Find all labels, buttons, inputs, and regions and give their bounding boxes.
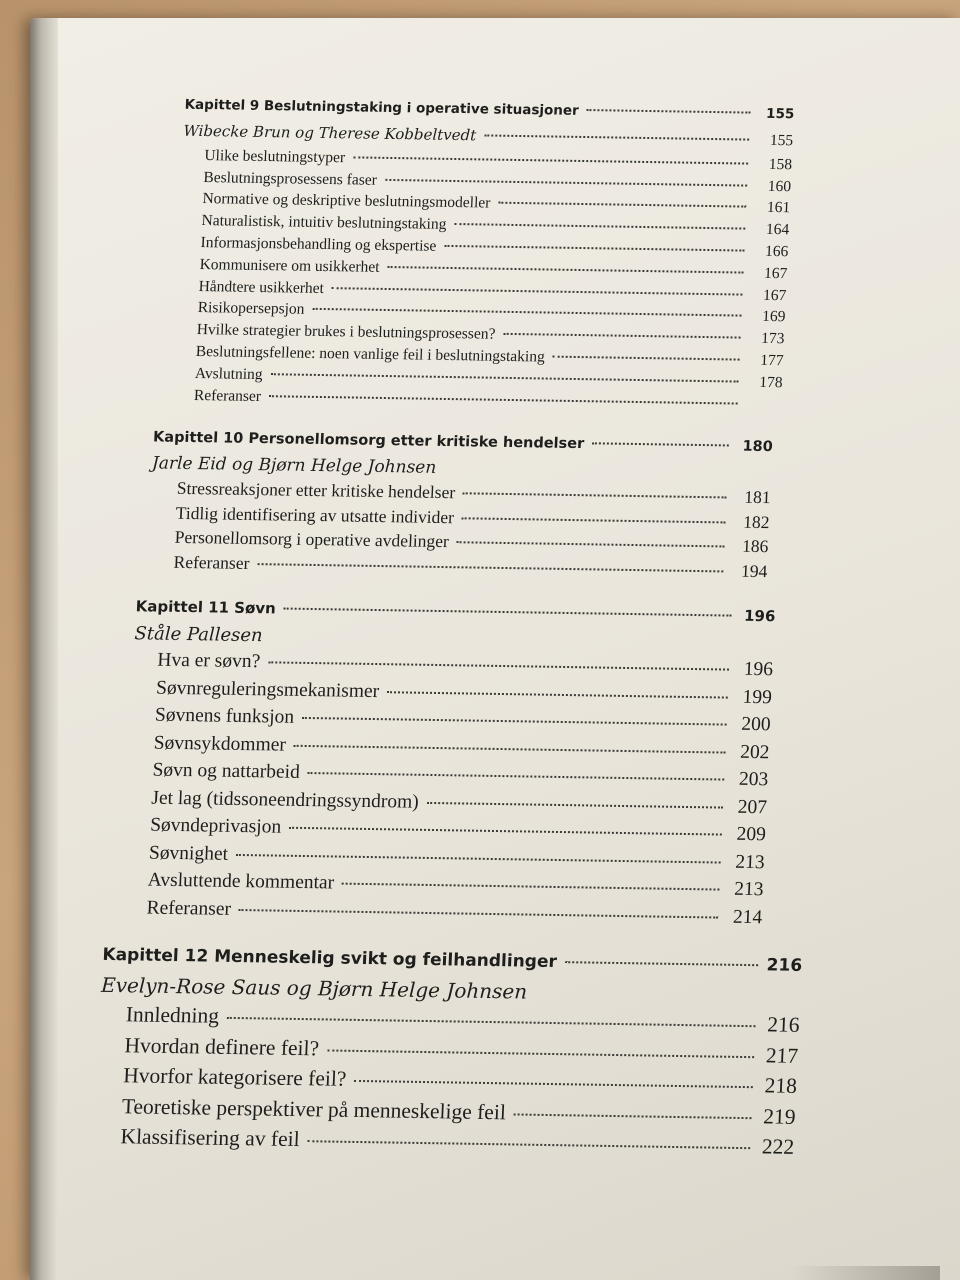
- entry-title: Normative og deskriptive beslutningsmodeller: [202, 190, 491, 212]
- entry-title: Hvilke strategier brukes i beslutningsprosessen?: [196, 321, 496, 343]
- dot-leader: [587, 108, 751, 114]
- chapter-9: [171, 97, 794, 416]
- entry-title: Informasjonsbehandling og ekspertise: [200, 234, 437, 255]
- entry-page: 155: [769, 131, 794, 150]
- dot-leader: [592, 442, 729, 447]
- entry-title: Søvnens funksjon: [154, 704, 295, 729]
- entry-page: 161: [766, 199, 791, 217]
- dot-leader: [387, 265, 743, 274]
- entry-page: 182: [742, 511, 770, 532]
- dot-leader: [444, 244, 744, 252]
- chapter-heading: [153, 430, 773, 456]
- entry-title: Naturalistisk, intuitiv beslutningstaking: [201, 212, 447, 234]
- dot-leader: [427, 801, 723, 809]
- entry-title: Stressreaksjoner etter kritiske hendelser: [176, 478, 456, 503]
- entry-title: Hvorfor kategorisere feil?: [122, 1063, 347, 1092]
- entry-page: 167: [763, 264, 788, 283]
- entry-page: 218: [764, 1073, 798, 1099]
- chapter-title: Kapittel 10 Personellomsorg etter kritiske hendelser: [152, 429, 585, 453]
- entry-page: 167: [762, 286, 787, 304]
- dot-leader: [307, 1140, 750, 1150]
- entry-page: 216: [766, 1012, 801, 1038]
- entry-title: Referanser: [146, 897, 232, 920]
- dot-leader: [284, 607, 732, 617]
- entry-title: Jet lag (tidssoneendringssyndrom): [150, 787, 420, 813]
- entry-page: 164: [765, 221, 790, 239]
- chapter-title: Kapittel 9 Beslutningstaking i operative situasjoner: [184, 96, 580, 119]
- entry-page: 178: [758, 373, 783, 392]
- dot-leader: [354, 1079, 753, 1088]
- entry-page: 202: [739, 741, 770, 764]
- dot-leader: [503, 332, 740, 339]
- entry-page: 222: [761, 1134, 795, 1160]
- chapter-authors: Ståle Pallesen: [134, 623, 264, 647]
- dot-leader: [257, 562, 723, 572]
- entry-page: 200: [740, 714, 772, 736]
- chapter-authors: Evelyn-Rose Saus og Bjørn Helge Johnsen: [100, 973, 528, 1004]
- chapter-12: [94, 945, 803, 1162]
- entry-page: 186: [741, 536, 769, 557]
- entry-page: 219: [762, 1104, 797, 1129]
- dot-leader: [484, 133, 749, 140]
- dot-leader: [271, 372, 739, 382]
- entry-page: 194: [740, 560, 768, 581]
- dot-leader: [312, 307, 741, 317]
- entry-page: 199: [742, 686, 773, 709]
- chapter-page: 180: [742, 439, 774, 456]
- entry-title: Søvndeprivasjon: [149, 814, 282, 838]
- chapter-authors: Jarle Eid og Bjørn Helge Johnsen: [151, 453, 437, 479]
- entry-title: Klassifisering av feil: [120, 1124, 301, 1152]
- entry-title: Ulike beslutningstyper: [204, 146, 346, 167]
- chapter-title: Kapittel 11 Søvn: [135, 597, 277, 618]
- entry-title: Søvnighet: [148, 842, 229, 865]
- table-of-contents: [94, 96, 850, 1163]
- dot-leader: [385, 177, 747, 186]
- dot-leader: [227, 1016, 756, 1027]
- entry-title: Beslutningsprosessens faser: [203, 168, 378, 189]
- entry-page: 196: [743, 659, 774, 681]
- dot-leader: [454, 222, 745, 230]
- entry-title: Referanser: [193, 386, 262, 405]
- dot-leader: [302, 716, 727, 726]
- dot-leader: [514, 1112, 752, 1119]
- entry-page: 213: [734, 851, 766, 874]
- entry-page: 169: [761, 308, 786, 326]
- chapter-10: [147, 430, 773, 584]
- chapter-11: [122, 598, 776, 932]
- entry-title: Avsluttende kommentar: [147, 869, 335, 894]
- chapter-page: 196: [743, 607, 776, 626]
- chapter-authors: Wibecke Brun og Therese Kobbeltvedt: [183, 121, 477, 145]
- chapter-page: 216: [766, 955, 803, 977]
- dot-leader: [289, 826, 722, 836]
- dot-leader: [463, 492, 727, 499]
- entry-page: 217: [765, 1043, 799, 1068]
- entry-page: 158: [768, 155, 793, 174]
- dot-leader: [332, 286, 743, 295]
- entry-page: 173: [760, 330, 785, 348]
- entry-page: 203: [738, 769, 769, 791]
- entry-title: Håndtere usikkerhet: [198, 277, 325, 297]
- dot-leader: [387, 690, 728, 698]
- chapter-page: 155: [765, 105, 795, 123]
- entry-page: 214: [732, 906, 763, 929]
- entry-page: 213: [733, 879, 764, 901]
- entry-title: Kommunisere om usikkerhet: [199, 255, 380, 276]
- page-shadow: [790, 1266, 940, 1280]
- entry-title: Avslutning: [194, 364, 263, 383]
- dot-leader: [239, 908, 718, 919]
- dot-leader: [342, 882, 719, 891]
- entry-title: Søvnreguleringsmekanismer: [155, 677, 380, 702]
- entry-page: 181: [743, 487, 771, 508]
- chapter-heading: [135, 598, 775, 626]
- entry-title: Hva er søvn?: [156, 649, 261, 673]
- dot-leader: [269, 394, 738, 404]
- dot-leader: [457, 541, 725, 548]
- dot-leader: [236, 853, 721, 864]
- entry-page: [745, 408, 781, 409]
- dot-leader: [353, 155, 748, 164]
- chapter-heading: [102, 945, 802, 976]
- dot-leader: [308, 771, 725, 781]
- dot-leader: [462, 516, 726, 523]
- dot-leader: [553, 355, 740, 361]
- dot-leader: [327, 1048, 754, 1058]
- entry-page: 209: [736, 824, 767, 846]
- entry-title: Personellomsorg i operative avdelinger: [174, 527, 450, 552]
- entry-title: Beslutningsfellene: noen vanlige feil i beslutningstaking: [195, 342, 546, 366]
- entry-title: Referanser: [173, 551, 250, 573]
- entry-page: 177: [759, 351, 784, 370]
- entry-page: 166: [764, 242, 789, 261]
- entry-page: 207: [737, 796, 768, 819]
- entry-title: Søvnsykdommer: [153, 732, 287, 756]
- entry-title: Innledning: [125, 1002, 220, 1029]
- entry-title: Risikopersepsjon: [197, 299, 305, 319]
- entry-page: 160: [767, 177, 792, 195]
- dot-leader: [565, 961, 758, 967]
- dot-leader: [294, 744, 726, 754]
- entry-title: Teoretiske perspektiver på menneskelige feil: [121, 1094, 507, 1125]
- chapter-title: Kapittel 12 Menneskelig svikt og feilhandlinger: [102, 945, 558, 973]
- dot-leader: [268, 661, 729, 671]
- entry-title: Hvordan definere feil?: [124, 1033, 320, 1061]
- entry-title: Tidlig identifisering av utsatte individer: [175, 502, 455, 528]
- book-spine-gutter: [30, 18, 58, 1280]
- dot-leader: [498, 201, 746, 208]
- entry-title: Søvn og nattarbeid: [152, 759, 301, 784]
